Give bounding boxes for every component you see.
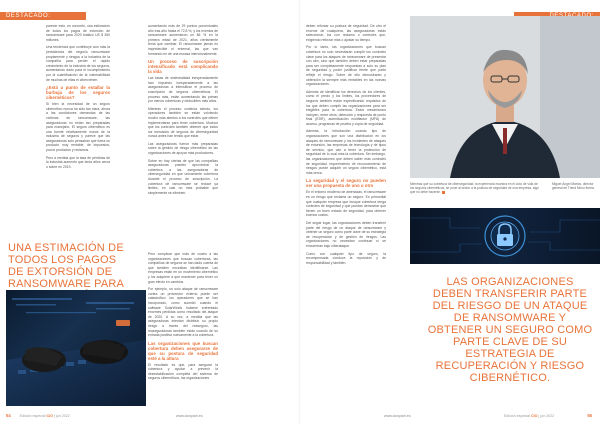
subheading: La seguridad y el seguro no pueden ser una propuesta de uno u otro [306,178,386,189]
pull-quote: LAS ORGANIZACIONES DEBEN TRANSFERIR PARTE DEL RIESGO DE UN ATAQUE DE RANSOMWARE Y OBTENER UN SEGURO COMO PARTE CLAVE DE SU ESTRATEGIA DE RECUPERACIÓN Y RIESGO CIBERNÉTICO. [427,276,593,384]
subheading: ¿Está a punto de estallar la burbuja de los seguros cibernéticos? [46,85,110,101]
pull-quote: UNA ESTIMACIÓN DE TODOS LOS PAGOS DE EXTORSIÓN DE RANSOMWARE PARA [8,242,124,290]
paragraph: Si bien la necesidad de un seguro cibernético nunca ha sido tan clara, ahora a las condiciones demandas de las víctimas de ransomware, las aseguradoras no están tan preparadas para manejarlo. El seguro cibernético es una fuente relativamente nueva de la industria de seguros y parece que las aseguradoras solo pensaban que fuera un producto muy rentable, de impuestos, pocos productos y reclamos. [46,102,110,153]
paragraph: Además, la introducción cuando tipo de organizaciones que son una distribución en los ataques de ransomware y los incidentes de ataques de extorsión, las empresas de tecnología y de tipos de servicio, que van a tener la protección de seguridad de lo cual más la cobertura. Sin embargo, las organizaciones que deben saber más controles de seguridad, requerimiento de reconocimiento de riesgos puede adquirir un seguro cibernético, está más cerca. [306,129,386,175]
hacker-hands-illustration [6,290,146,406]
paragraph: En el entorno moderno de amenazas, el ransomware es un riesgo que reclama un seguro. Es primordial que cualquier empresa que busque cobertura tenga controles de seguridad y que puedan demostrar que tienen un buen estado de seguridad, para obtener buenos costos. [306,190,386,218]
left-column-1 [46,24,110,172]
paragraph: Por ejemplo, un solo ataque de ransomware contra un proveedor externo puede ser catastrófico: los operadores que se han incorporado, como sucedió cuando el software SolarWinds hubiese enfrentado enormes pérdidas como resultado del ataque de 2020. A su vez, a medida que las aseguradoras intentan distribuir su propio riesgo a través del reaseguro, las reaseguradoras también están cuando de su entrada positiva nuevamente a la cobertura. [148,287,218,338]
footer-brand: Edición especial CIO | jun 2022 [19,414,70,418]
subheading: Un proceso de suscripción intensificado está complicando la vida [148,59,218,75]
left-footer [6,412,296,420]
paragraph: El resultado es que, para asegurar la cobertura y ayudar a prevenir la desestabilización completa del sistema de seguros cibernéticos, las organizaciones [148,362,218,381]
right-page [300,0,600,424]
left-column-2b [148,252,218,384]
portrait-illustration [410,16,600,178]
end-mark-icon [442,191,445,194]
right-column-1 [306,24,386,268]
paragraph: Pero complicar que más de cuatro a las organizaciones que buscan coberturas, las compañías de seguros se han dado cuenta de que también necesitan identificarse. Las empresas están en un movimiento cibernético y los adquiere a que mantener para tener un gran efecto en cambios. [148,252,218,284]
paragraph: Como con cualquier tipo de seguro, la recompensada conduce la reposición y de responsabilidad y también. [306,251,386,265]
paragraph: Las tasas de siniestralidad inesperadamente han impuesto inesperadamente a las aseguradoras a intensificar el proceso de suscripción de seguros cibernéticos. El proceso más, están aumentando las primas por menos coberturas y deducibles más altos. [148,76,218,104]
paragraph: Mientras el proceso continúa siendo, los operadores tambien se están volviendo mucho más atentos a los controles que deben implementarse para tener cobertura. Muchos que los controles también obtener que todos los mercados de seguros de ciberseguridad nunca antes han tenido que estar. [148,106,218,139]
caption-name: Miguel Ángel Martos, director general de Trend Micro Iberia. [552,182,595,191]
hacker-hands-image [6,290,146,406]
paragraph: Sobre en hay ciertas de que las compañías aseguradoras pueden aprovechar la cobertura, a las aseguradoras de ciberseguridad en que únicamente cobertura durante el proceso de suscripción. La cobertura de ransomware se reduce ya limites, en casi no más probable que simplemente se eliminen. [148,158,218,195]
section-tag: DESTACADO: RANSOMWARE [0,12,86,20]
paragraph: deben reforzar su postura de seguridad. De otro el enorme de cualquiera, las aseguradoras están seleccionar, los con reclamo o controles que, exigiendo reforzar más o ajustar su tiempo. [306,24,386,42]
footer-url[interactable]: www.ciospain.es [176,414,203,418]
photo-caption: Mientras que su cobertura de ciberseguridad: la experiencia muestra en el ciclo de vida de los seguros cibernéticos, se pone al sector a la postura de seguridad de una empresa, algo que no debe hacerse. [410,182,539,195]
paragraph: Por lo tanto, las organizaciones que buscan cobertura no solo necesitarán cumplir los controles clave para los ataques de ransomware de presentar con otro, sino que también deben estar preparadas para ser completamente respuestas a solo su plan de seguridad y poder justificar frente que parte refleje el riesgo. Sobre de ello demostrarán y obtención la siempre más rentables en las nuevas organizaciones. [306,45,386,87]
paragraph: parecer esto, en concreto, una estimación de todos los pagos de extorsión de ransomware para 2020 totalizó US $ 350 millones. [46,24,110,42]
paragraph: Una tendencia que contribuye aún más la persistencia del negocio ransomware propiamente y riesgos a la industria de la compañía para perder el rápido crecimiento de la industria de los seguros, aumentando dado para el incumplimiento por la cuantificación de la vulnerabilidad de muchas de ellas el cibercrimen. [46,45,110,82]
paragraph: Pero a medida que la tasa de pérdidas de la industria aumentó que tenía años cerca o sobre en 2019. [46,155,110,169]
footer-url[interactable]: www.ciospain.es [384,414,411,418]
paragraph: aumentando más de 29 puntos porcentuales año tras año hasta el 72,8 %, y los eventos de ransomware aumentaron un 86 % en la primera mitad de 2021, años ciertamente tenía que cambiar. El ransomware jamás es impredecible ni enternal, las que van formando en de una escasa intencionalmente. [148,24,218,56]
page-number: 55 [587,413,592,418]
paragraph: Las aseguradoras fueron más preparadas sobre la gestión de riesgo cibernético de las organizaciones de apoyar más productores. [148,141,218,156]
footer-brand: Edición especial CIO | jun 2022 [504,414,555,418]
right-footer [306,412,596,420]
portrait-photo [410,16,600,178]
page-fold [299,0,301,424]
subheading: Las organizaciones que buscan cobertura deben asegurarse de que su postura de seguridad esté a la altura [148,340,218,361]
paragraph: Del seguir lugar, las organizaciones deben transferir parte del riesgo de un ataque de ransomware y obtener un seguro como parte clave de su estrategia de recuperación y de gestión de riesgos. Las organizaciones no necesitan continuar si se encuentran bajo ciberataque. [306,220,386,248]
left-column-2 [148,24,218,198]
paragraph: Además de identificar los derechos de los clientes, como el precio y los límites, los proveedores de seguros también están especificando requisitos de los que deben cumplir las organizaciones para ser elegibles para la cobertura. Estos mecanismos incluyen, entre otros, detección y respuesta de punto final (EDR), autenticación multifactor (MFA) de acceso, programas de prueba y copia de seguridad. [306,89,386,126]
lock-illustration [410,208,600,264]
lock-image [410,208,600,264]
page-number: 54 [6,413,11,418]
